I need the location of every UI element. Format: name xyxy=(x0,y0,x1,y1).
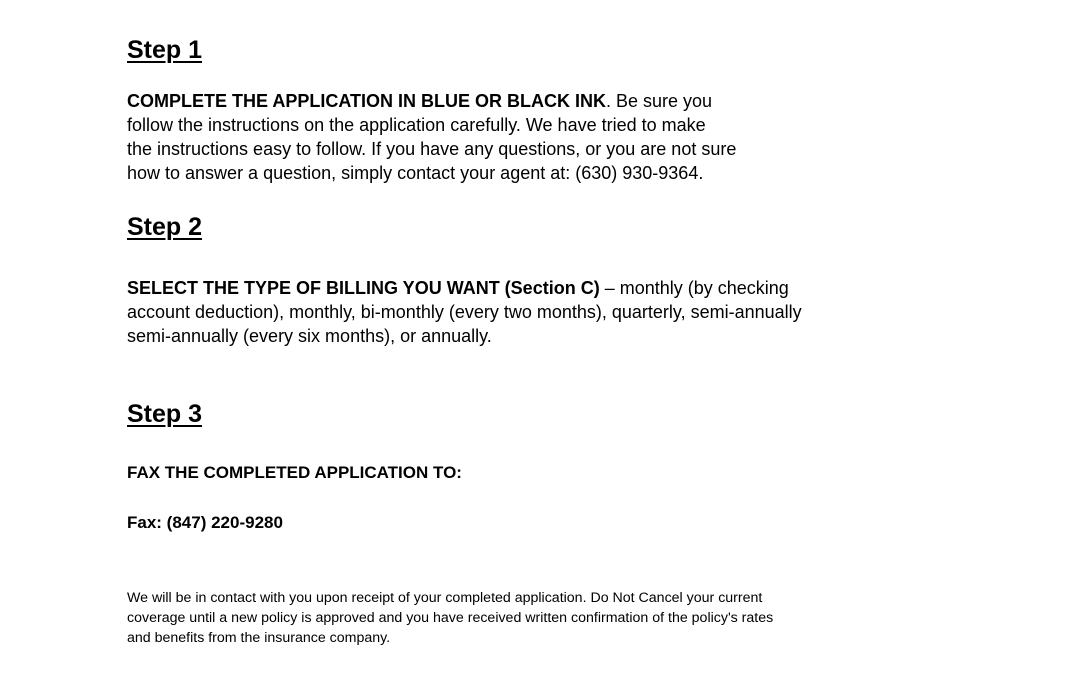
step1-bold-lead: COMPLETE THE APPLICATION IN BLUE OR BLACK INK xyxy=(127,91,606,111)
fax-heading: FAX THE COMPLETED APPLICATION TO: xyxy=(127,463,462,482)
notice-line-3: and benefits from the insurance company. xyxy=(127,630,391,646)
step2-paragraph xyxy=(127,276,947,348)
step2-line-1 xyxy=(127,276,947,300)
step1-line1-rest: . Be sure you xyxy=(606,91,713,111)
step1-line-2: follow the instructions on the application carefully. We have tried to make xyxy=(127,115,706,135)
step1-line-4: how to answer a question, simply contact your agent at: (630) 930-9364. xyxy=(127,163,704,183)
step2-heading: Step 2 xyxy=(127,213,203,241)
step3-heading: Step 3 xyxy=(127,400,203,428)
step1-paragraph xyxy=(127,89,947,185)
step2-line-3: semi-annually (every six months), or annually. xyxy=(127,326,492,346)
notice-line-1: We will be in contact with you upon receipt of your completed application. Do Not Cancel your current xyxy=(127,590,763,606)
step1-line-1 xyxy=(127,89,947,113)
step2-line1-rest: – monthly (by checking xyxy=(599,278,789,298)
step2-bold-lead: SELECT THE TYPE OF BILLING YOU WANT (Section C) xyxy=(127,278,600,298)
step1-heading: Step 1 xyxy=(127,36,203,64)
fax-number: Fax: (847) 220-9280 xyxy=(127,513,283,532)
step1-line-3: the instructions easy to follow. If you have any questions, or you are not sure xyxy=(127,139,737,159)
notice-line-2: coverage until a new policy is approved and you have received written confirmation of the policy's rates xyxy=(127,610,774,626)
step2-line-2: account deduction), monthly, bi-monthly (every two months), quarterly, semi-annually xyxy=(127,302,802,322)
notice-paragraph xyxy=(127,588,773,648)
